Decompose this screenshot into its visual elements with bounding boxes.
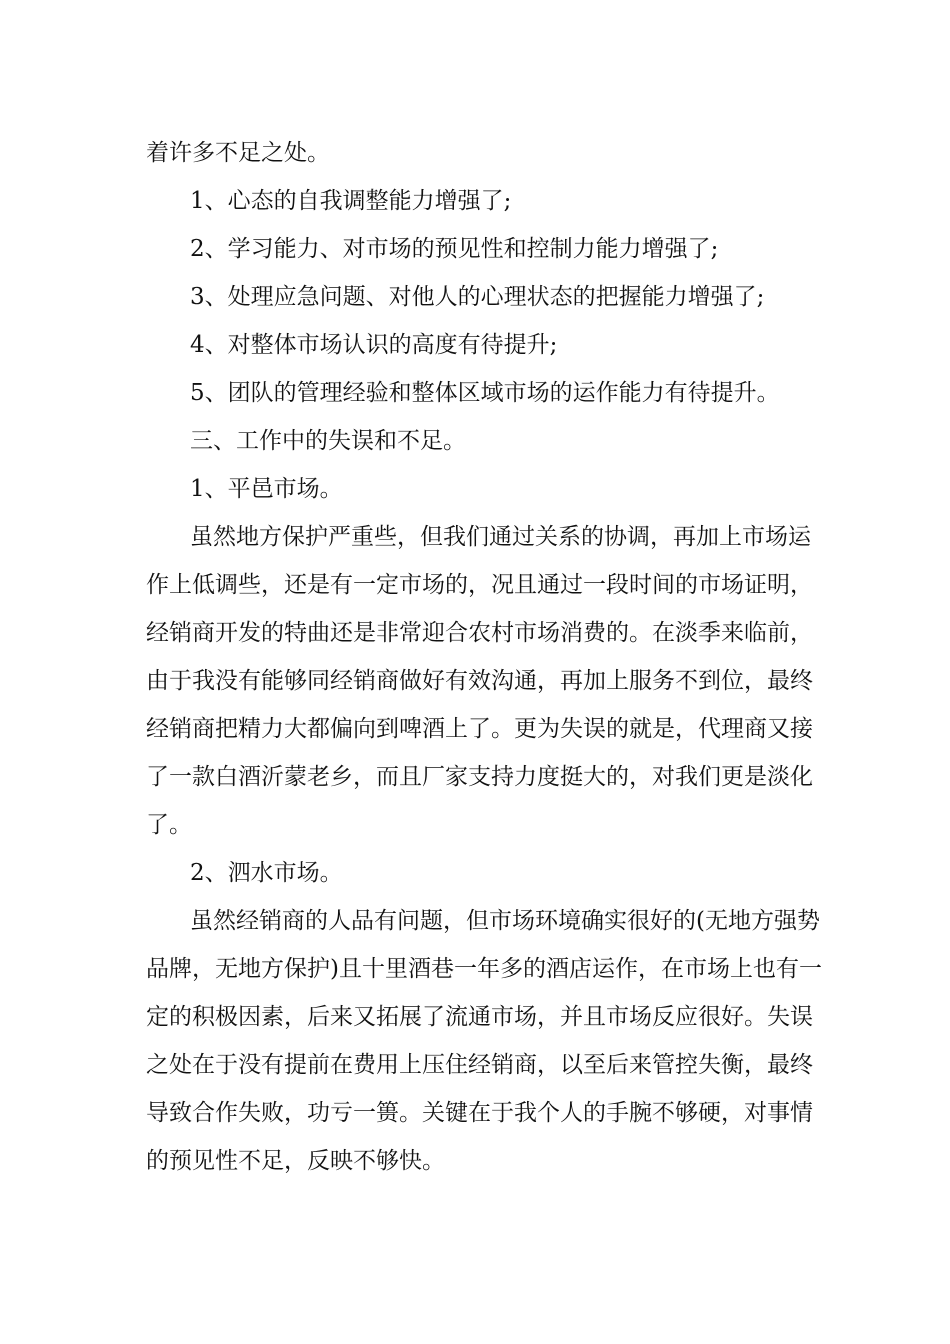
paragraph-line: 品牌，无地方保护)且十里酒巷一年多的酒店运作，在市场上也有一 — [146, 956, 822, 982]
paragraph-line: 经销商把精力大都偏向到啤酒上了。更为失误的就是，代理商又接 — [146, 716, 813, 742]
paragraph-line: 虽然地方保护严重些，但我们通过关系的协调，再加上市场运 — [190, 524, 811, 550]
paragraph-line: 了一款白酒沂蒙老乡，而且厂家支持力度挺大的，对我们更是淡化 — [146, 764, 813, 790]
subsection-heading: 2、泗水市场。 — [190, 860, 343, 886]
document-body — [146, 129, 822, 1185]
paragraph-line: 定的积极因素，后来又拓展了流通市场，并且市场反应很好。失误 — [146, 1004, 813, 1030]
paragraph-line: 的预见性不足，反映不够快。 — [146, 1148, 445, 1174]
list-item: 2、学习能力、对市场的预见性和控制力能力增强了; — [190, 236, 719, 262]
paragraph-line: 了。 — [146, 812, 192, 838]
paragraph-line: 由于我没有能够同经销商做好有效沟通，再加上服务不到位，最终 — [146, 668, 813, 694]
paragraph-line: 之处在于没有提前在费用上压住经销商，以至后来管控失衡，最终 — [146, 1052, 813, 1078]
list-item: 1、心态的自我调整能力增强了; — [190, 188, 512, 214]
paragraph-line: 导致合作失败，功亏一篑。关键在于我个人的手腕不够硬，对事情 — [146, 1100, 813, 1126]
subsection-heading: 1、平邑市场。 — [190, 476, 343, 502]
list-item: 4、对整体市场认识的高度有待提升; — [190, 332, 558, 358]
paragraph-line: 经销商开发的特曲还是非常迎合农村市场消费的。在淡季来临前， — [146, 620, 813, 646]
section-heading: 三、工作中的失误和不足。 — [190, 428, 466, 454]
paragraph-line: 着许多不足之处。 — [146, 140, 330, 166]
list-item: 5、团队的管理经验和整体区域市场的运作能力有待提升。 — [190, 380, 780, 406]
paragraph-line: 作上低调些，还是有一定市场的，况且通过一段时间的市场证明， — [146, 572, 813, 598]
paragraph-line: 虽然经销商的人品有问题，但市场环境确实很好的(无地方强势 — [190, 908, 820, 934]
list-item: 3、处理应急问题、对他人的心理状态的把握能力增强了; — [190, 284, 765, 310]
